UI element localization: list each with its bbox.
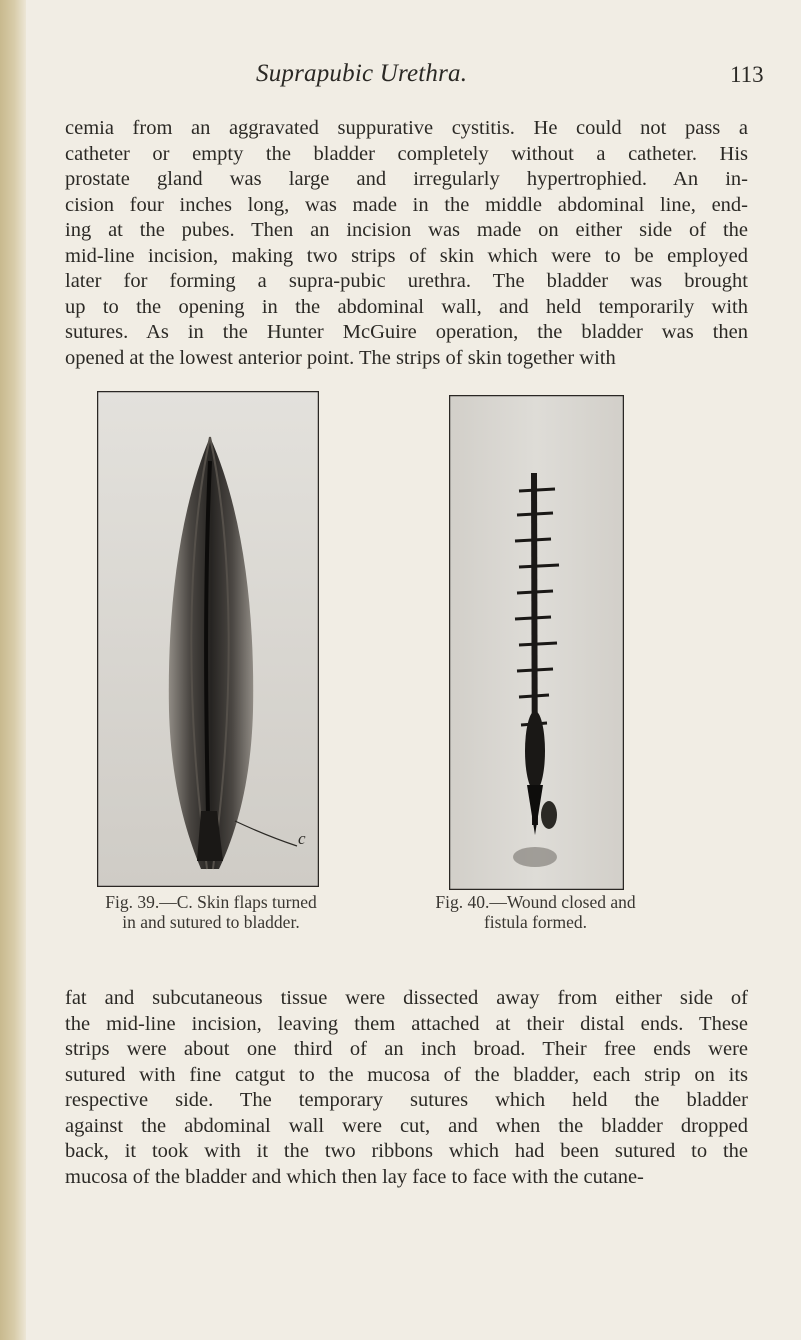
caption-line: Fig. 40.—Wound closed and — [435, 892, 636, 912]
body-paragraph-bottom — [65, 986, 748, 1190]
figure-39-label-c: c — [298, 829, 306, 848]
figure-39-illustration — [97, 391, 319, 887]
text-line: catheter or empty the bladder completely without a catheter. His — [65, 142, 748, 165]
text-line: mid-line incision, making two strips of skin which were to be employed — [65, 244, 748, 267]
text-line: later for forming a supra-pubic urethra. The bladder was brought — [65, 270, 748, 292]
page-gutter-shadow — [0, 0, 26, 1340]
page-header — [0, 60, 801, 94]
figure-39-caption — [66, 892, 356, 932]
text-line: ing at the pubes. Then an incision was made on either side of the — [65, 219, 748, 241]
figure-40-caption — [403, 892, 668, 932]
caption-line: in and sutured to bladder. — [122, 912, 300, 932]
figure-40-illustration — [449, 395, 624, 890]
text-line: cision four inches long, was made in the middle abdominal line, end- — [65, 193, 748, 216]
text-line: against the abdominal wall were cut, and when the bladder dropped — [65, 1114, 748, 1137]
text-line: sutures. As in the Hunter McGuire operation, the bladder was then — [65, 321, 748, 343]
text-line: respective side. The temporary sutures which held the bladder — [65, 1089, 748, 1111]
page-number: 113 — [730, 62, 764, 87]
text-line: up to the opening in the abdominal wall, and held temporarily with — [65, 295, 748, 318]
text-line: opened at the lowest anterior point. The strips of skin together with — [65, 346, 616, 369]
text-line: the mid-line incision, leaving them attached at their distal ends. These — [65, 1012, 748, 1035]
running-title: Suprapubic Urethra. — [256, 60, 468, 87]
figure-39-plate — [97, 391, 319, 887]
text-line: fat and subcutaneous tissue were dissected away from either side of — [65, 987, 748, 1009]
caption-line: fistula formed. — [483, 912, 588, 932]
text-line: sutured with fine catgut to the mucosa of the bladder, each strip on its — [65, 1063, 748, 1086]
text-line: cemia from an aggravated suppurative cystitis. He could not pass a — [65, 117, 748, 139]
body-paragraph-top — [65, 116, 748, 371]
caption-line: Fig. 39.—C. Skin flaps turned — [105, 892, 317, 912]
text-line: prostate gland was large and irregularly hypertrophied. An in- — [65, 168, 748, 190]
text-line: mucosa of the bladder and which then lay face to face with the cutane- — [65, 1165, 644, 1188]
text-line: back, it took with it the two ribbons which had been sutured to the — [65, 1140, 748, 1162]
figure-40-plate — [449, 395, 624, 890]
text-line: strips were about one third of an inch broad. Their free ends were — [65, 1038, 748, 1060]
